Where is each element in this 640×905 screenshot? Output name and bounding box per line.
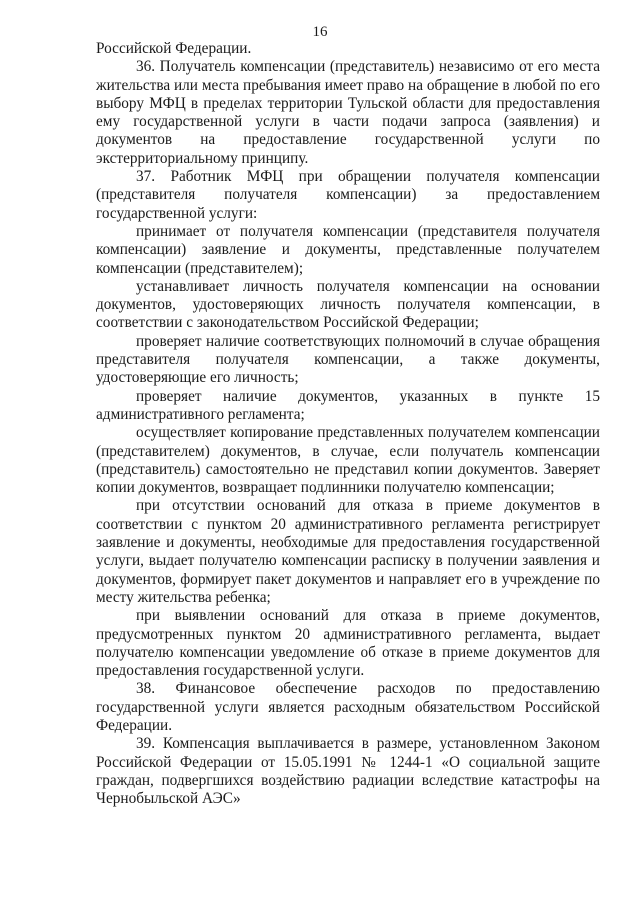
paragraph-item-37-copies: осуществляет копирование представленных получателем компенсации (представителем) документов, в случае, если получатель компенсации (представитель) самостоятельно не представил копии документов. Заверяет копии документов, возвращает подлинники получателю компенсации; bbox=[96, 424, 600, 497]
paragraph-item-37-powers: проверяет наличие соответствующих полномочий в случае обращения представителя получателя компенсации, а также документы, удостоверяющие его личность; bbox=[96, 332, 600, 387]
document-body bbox=[96, 40, 600, 808]
paragraph-item-37-accepts: принимает от получателя компенсации (представителя получателя компенсации) заявление и документы, представленные получателем компенсации (представителем); bbox=[96, 222, 600, 277]
paragraph-item-39: 39. Компенсация выплачивается в размере, установленном Законом Российской Федерации от 15.05.1991 № 1244-1 «О социальной защите граждан, подвергшихся воздействию радиации вследствие катастрофы на Чернобыльской АЭС» bbox=[96, 735, 600, 808]
paragraph-item-36: 36. Получатель компенсации (представитель) независимо от его места жительства или места пребывания имеет право на обращение в любой по его выбору МФЦ в пределах территории Тульской области для предоставления ему государственной услуги в части подачи запроса (заявления) и документов на предоставление государственной услуги по экстерриториальному принципу. bbox=[96, 58, 600, 167]
paragraph-item-37-refusal: при выявлении оснований для отказа в приеме документов, предусмотренных пунктом 20 административного регламента, выдает получателю компенсации уведомление об отказе в приеме документов для предоставления государственной услуги. bbox=[96, 607, 600, 680]
paragraph-continuation: Российской Федерации. bbox=[96, 40, 252, 57]
page-number: 16 bbox=[312, 24, 328, 40]
paragraph-item-37-checks: проверяет наличие документов, указанных в пункте 15 административного регламента; bbox=[96, 387, 600, 423]
paragraph-item-38: 38. Финансовое обеспечение расходов по предоставлению государственной услуги является расходным обязательством Российской Федерации. bbox=[96, 680, 600, 734]
paragraph-item-37-registers: при отсутствии оснований для отказа в приеме документов в соответствии с пунктом 20 административного регламента регистрирует заявление и документы, необходимые для предоставления государственной услуги, выдает получателю компенсации расписку в получении заявления и документов, формирует пакет документов и направляет его в учреждение по месту жительства ребенка; bbox=[96, 497, 600, 606]
paragraph-item-37-identity: устанавливает личность получателя компенсации на основании документов, удостоверяющих личность получателя компенсации, в соответствии с законодательством Российской Федерации; bbox=[96, 277, 600, 332]
paragraph-item-37: 37. Работник МФЦ при обращении получателя компенсации (представителя получателя компенсации) за предоставлением государственной услуги: bbox=[96, 168, 600, 222]
